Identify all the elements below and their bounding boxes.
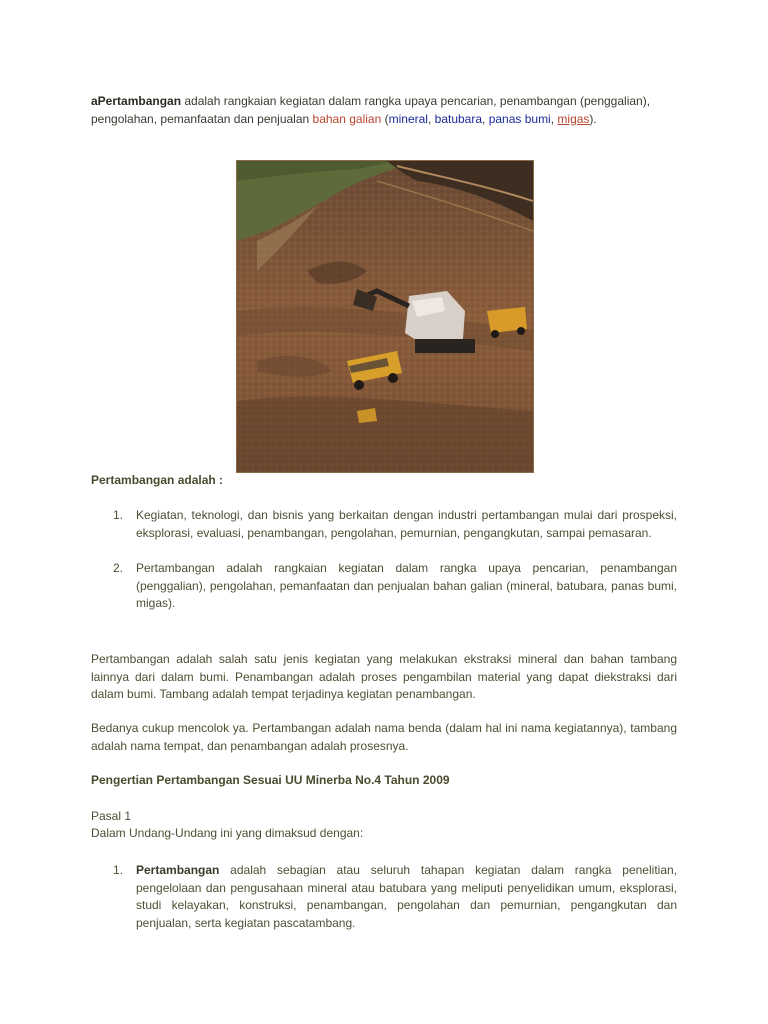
intro-paragraph: [91, 93, 681, 128]
paragraph-ekstraksi: Pertambangan adalah salah satu jenis kegiatan yang melakukan ekstraksi mineral dan bahan tambang lainnya dari dalam bumi. Penambangan adalah proses pengambilan material yang dapat diekstraksi dari dalam bumi. Tambang adalah tempat terjadinya kegiatan penambangan.: [91, 652, 677, 701]
list-number: 1.: [113, 863, 124, 877]
section1-heading: Pertambangan adalah :: [91, 473, 224, 487]
list-item-bold-term: Pertambangan: [136, 863, 220, 877]
section2-heading: Pengertian Pertambangan Sesuai UU Minerba No.4 Tahun 2009: [91, 773, 450, 787]
section2-list: [91, 862, 677, 932]
link-mineral[interactable]: mineral: [388, 111, 428, 126]
section1-list: [91, 507, 677, 613]
intro-punct: (: [381, 111, 389, 126]
intro-text: adalah rangkaian kegiatan dalam rangka upaya pencarian, penambangan (penggalian), pengolahan, pemanfaatan dan penjualan: [91, 94, 651, 126]
list-item-text: Kegiatan, teknologi, dan bisnis yang berkaitan dengan industri pertambangan mulai dari prospeksi, eksplorasi, evaluasi, penambangan, pengolahan, pemurnian, pengangkutan, sampai pemasaran.: [136, 508, 677, 540]
intro-punct: ).: [589, 111, 597, 126]
link-bahan-galian[interactable]: bahan galian: [312, 111, 382, 126]
link-panas-bumi[interactable]: panas bumi: [488, 111, 551, 126]
intro-punct: ,: [550, 111, 558, 126]
list-number: 2.: [113, 561, 124, 575]
intro-bold-term: aPertambangan: [91, 94, 182, 108]
list-item-text: adalah sebagian atau seluruh tahapan kegiatan dalam rangka penelitian, pengelolaan dan pengusahaan mineral atau batubara yang meliputi penyelidikan umum, eksplorasi, studi kelayakan, konstruksi, penambangan, pengolahan dan pemurnian, pengangkutan dan penjualan, serta kegiatan pascatambang.: [136, 863, 677, 930]
link-migas[interactable]: migas: [557, 111, 590, 126]
pasal-label: Pasal 1: [91, 809, 132, 823]
intro-punct: ,: [482, 111, 489, 126]
paragraph-bedanya: Bedanya cukup mencolok ya. Pertambangan adalah nama benda (dalam hal ini nama kegiatannya), tambang adalah nama tempat, dan penambangan adalah prosesnya.: [91, 721, 677, 753]
list-item-text: Pertambangan adalah rangkaian kegiatan dalam rangka upaya pencarian, penambangan (penggalian), pengolahan, pemanfaatan dan penjualan bahan galian (mineral, batubara, panas bumi, migas).: [136, 561, 677, 610]
open-pit-mine-image: [237, 161, 533, 472]
mining-photo: [236, 160, 534, 473]
link-batubara[interactable]: batubara: [434, 111, 483, 126]
list-item: [91, 560, 677, 613]
list-item: [91, 862, 677, 932]
intro-punct: ,: [427, 111, 435, 126]
list-item: [91, 507, 677, 542]
list-number: 1.: [113, 508, 124, 522]
pasal-intro: Dalam Undang-Undang ini yang dimaksud dengan:: [91, 826, 364, 840]
